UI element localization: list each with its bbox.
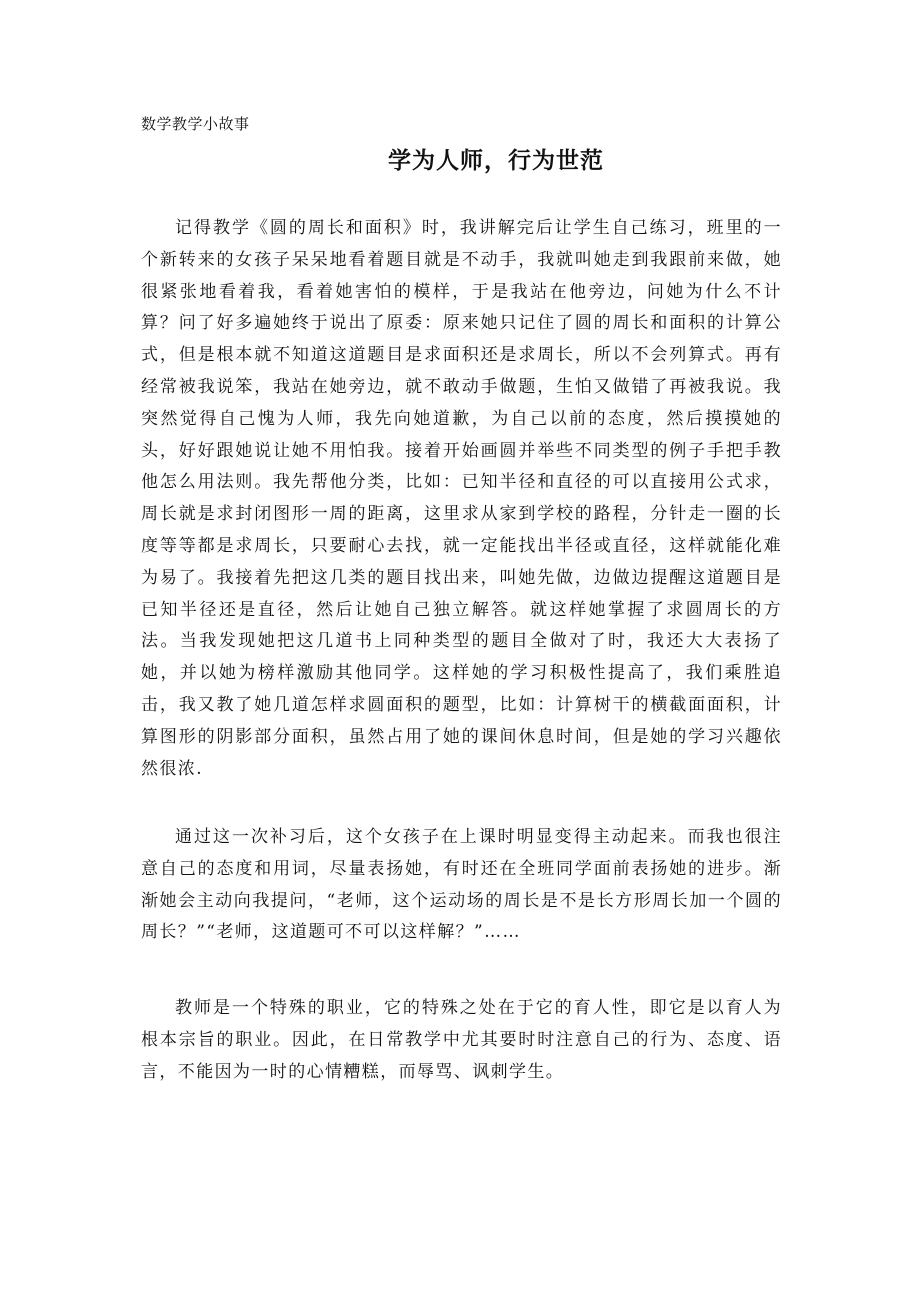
paragraph-1: 记得教学《圆的周长和面积》时，我讲解完后让学生自己练习，班里的一个新转来的女孩子呆呆地看着题目就是不动手，我就叫她走到我跟前来做，她很紧张地看着我，看着她害怕的模样，于是我站在他旁边，问她为什么不计算？问了好多遍她终于说出了原委：原来她只记住了圆的周长和面积的计算公式，但是根本就不知道这道题目是求面积还是求周长，所以不会列算式。再有经常被我说笨，我站在她旁边，就不敢动手做题，生怕又做错了再被我说。我突然觉得自己愧为人师，我先向她道歉，为自己以前的态度，然后摸摸她的头，好好跟她说让她不用怕我。接着开始画圆并举些不同类型的例子手把手教他怎么用法则。我先帮他分类，比如：已知半径和直径的可以直接用公式求，周长就是求封闭图形一周的距离，这里求从家到学校的路程，分针走一圈的长度等等都是求周长，只要耐心去找，就一定能找出半径或直径，这样就能化难为易了。我接着先把这几类的题目找出来，叫她先做，边做边提醒这道题目是已知半径还是直径，然后让她自己独立解答。就这样她掌握了求圆周长的方法。当我发现她把这几道书上同种类型的题目全做对了时，我还大大表扬了她，并以她为榜样激励其他同学。这样她的学习积极性提高了，我们乘胜追击，我又教了她几道怎样求圆面积的题型，比如：计算树干的横截面面积，计算图形的阴影部分面积，虽然占用了她的课间休息时间，但是她的学习兴趣依然很浓. bbox=[141, 218, 782, 779]
document-title: 学为人师，行为世范 bbox=[388, 148, 604, 174]
header-label: 数学教学小故事 bbox=[141, 115, 250, 133]
paragraph-2: 通过这一次补习后，这个女孩子在上课时明显变得主动起来。而我也很注意自己的态度和用词，尽量表扬她，有时还在全班同学面前表扬她的进步。渐渐她会主动向我提问，“老师，这个运动场的周长是不是长方形周长加一个圆的周长？”“老师，这道题可不可以这样解？”…… bbox=[141, 827, 782, 943]
paragraph-3: 教师是一个特殊的职业，它的特殊之处在于它的育人性，即它是以育人为根本宗旨的职业。因此，在日常教学中尤其要时时注意自己的行为、态度、语言，不能因为一时的心情糟糕，而辱骂、讽刺学生。 bbox=[141, 998, 782, 1082]
